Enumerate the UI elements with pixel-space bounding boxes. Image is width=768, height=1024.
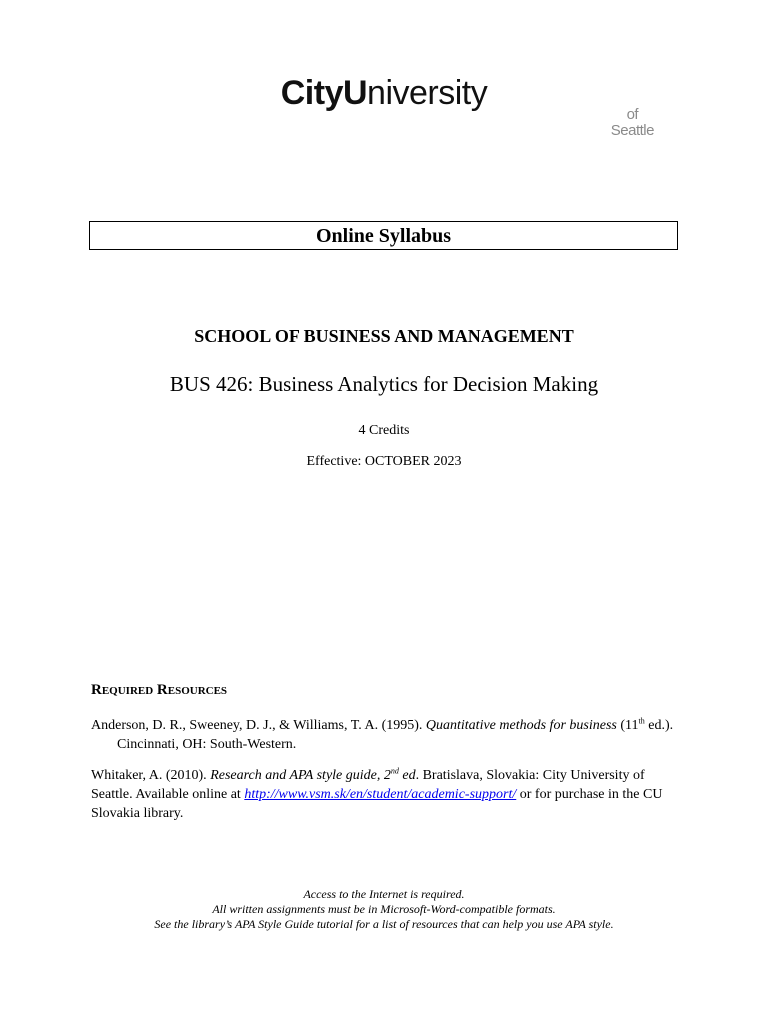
note-apa-guide: See the library’s APA Style Guide tutorial for a list of resources that can help you use APA style. xyxy=(154,917,614,931)
logo-wordmark xyxy=(280,74,654,139)
ref1-edition-post: ed.). Cincinnati, OH: South-Western. xyxy=(117,718,674,752)
note-internet: Access to the Internet is required. xyxy=(303,887,465,901)
ref2-title-sup: nd xyxy=(390,766,399,776)
ref2-rest: . Bratislava, Slovakia: City University of Seattle. Available online at xyxy=(91,768,645,802)
ref1-authors: Anderson, D. R., Sweeney, D. J., & Williams, T. A. (1995). xyxy=(91,718,426,733)
ref2-title xyxy=(210,768,415,783)
note-word-format: All written assignments must be in Microsoft-Word-compatible formats. xyxy=(212,902,556,916)
course-title: BUS 426: Business Analytics for Decision Making xyxy=(169,372,599,396)
university-logo xyxy=(0,74,768,139)
logo-niversity: niversity xyxy=(367,74,488,112)
effective-date: Effective: OCTOBER 2023 xyxy=(306,454,462,469)
course-credits: 4 Credits xyxy=(358,423,410,438)
ref1-title: Quantitative methods for business xyxy=(425,718,617,733)
ref2-tail: or for purchase in the CU Slovakia library. xyxy=(91,787,663,821)
academic-support-link[interactable]: http://www.vsm.sk/en/student/academic-support/ xyxy=(244,787,517,802)
ref2-title-post: ed xyxy=(398,768,416,783)
ref1-edition-sup: th xyxy=(638,716,645,726)
logo-city: City xyxy=(280,74,343,112)
reference-anderson xyxy=(91,716,681,754)
footer-notes xyxy=(0,887,768,932)
ref2-title-text: Research and APA style guide, 2 xyxy=(210,768,391,783)
school-name: SCHOOL OF BUSINESS AND MANAGEMENT xyxy=(194,326,574,346)
reference-whitaker xyxy=(91,766,681,823)
logo-subtitle: of Seattle xyxy=(610,106,654,139)
logo-u: U xyxy=(342,74,368,112)
ref1-edition-pre: (11 xyxy=(616,718,639,733)
required-resources-heading: Required Resources xyxy=(91,682,228,698)
ref2-authors: Whitaker, A. (2010). xyxy=(91,768,211,783)
document-title: Online Syllabus xyxy=(89,221,678,250)
